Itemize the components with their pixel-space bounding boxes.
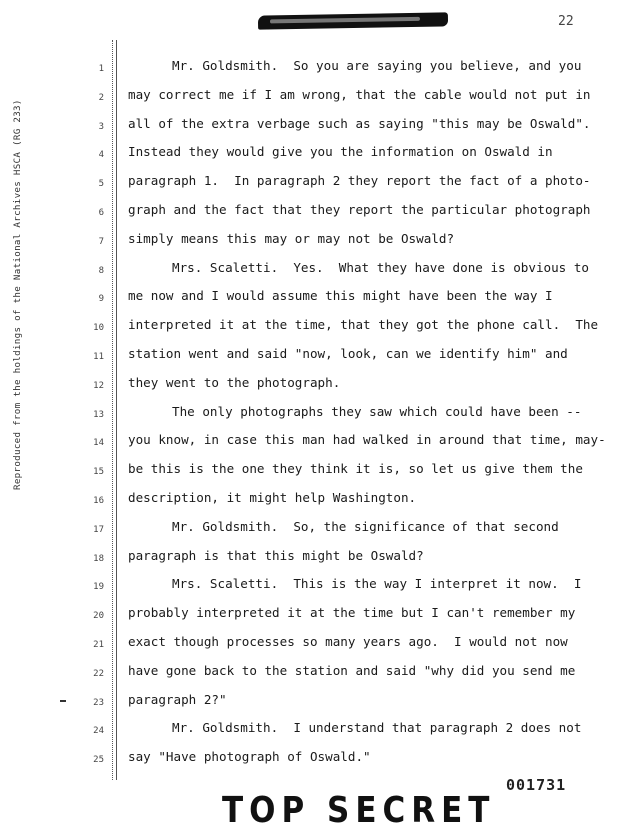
line-number: 18 bbox=[93, 553, 104, 564]
line-text: me now and I would assume this might have been the way I bbox=[128, 288, 553, 304]
line-number: 17 bbox=[93, 524, 104, 535]
transcript-line bbox=[0, 404, 638, 433]
transcript-line bbox=[0, 461, 638, 490]
line-number: 9 bbox=[98, 294, 104, 305]
archive-notice-text: Reproduced from the holdings of the National Archives HSCA (RG 233) bbox=[12, 99, 23, 490]
transcript-line bbox=[0, 576, 638, 605]
line-text: paragraph 1. In paragraph 2 they report the fact of a photo- bbox=[128, 173, 591, 189]
transcript-line bbox=[0, 231, 638, 260]
transcript-line bbox=[0, 432, 638, 461]
line-number: 13 bbox=[93, 409, 104, 420]
line-number: 15 bbox=[93, 467, 104, 478]
line-number: 6 bbox=[98, 208, 104, 218]
transcript-line bbox=[0, 202, 638, 231]
line-text: they went to the photograph. bbox=[128, 374, 341, 390]
transcript-line bbox=[0, 288, 638, 317]
line-text: say "Have photograph of Oswald." bbox=[128, 749, 371, 765]
line-number: 5 bbox=[98, 179, 104, 190]
classification-stamp: TOP SECRET bbox=[222, 790, 496, 831]
line-text: description, it might help Washington. bbox=[128, 490, 417, 505]
transcript-line bbox=[0, 692, 638, 721]
line-number: 21 bbox=[93, 640, 104, 650]
line-text: Mr. Goldsmith. So you are saying you believe, and you bbox=[172, 58, 582, 73]
transcript-line bbox=[0, 260, 638, 289]
line-text: paragraph is that this might be Oswald? bbox=[128, 547, 424, 563]
transcript-line bbox=[0, 58, 638, 87]
transcript-line bbox=[0, 663, 638, 692]
transcript-line bbox=[0, 144, 638, 173]
transcript-line bbox=[0, 116, 638, 145]
line-text: may correct me if I am wrong, that the cable would not put in bbox=[128, 86, 591, 102]
line-text: Mrs. Scaletti. Yes. What they have done is obvious to bbox=[172, 259, 590, 275]
line-number: 10 bbox=[93, 323, 104, 334]
document-number: 001731 bbox=[506, 776, 567, 794]
transcript-line bbox=[0, 720, 638, 749]
line-number: 3 bbox=[98, 121, 104, 132]
transcript-line bbox=[0, 375, 638, 404]
transcript-line bbox=[0, 490, 638, 519]
line-number: 2 bbox=[98, 92, 104, 103]
transcript-line bbox=[0, 605, 638, 634]
line-text: interpreted it at the time, that they got the phone call. The bbox=[128, 317, 599, 333]
redaction-mark bbox=[258, 12, 448, 29]
line-text: Instead they would give you the information on Oswald in bbox=[128, 144, 553, 160]
transcript-line bbox=[0, 87, 638, 116]
line-text: Mr. Goldsmith. So, the significance of that second bbox=[172, 518, 559, 534]
line-text: Mrs. Scaletti. This is the way I interpret it now. I bbox=[172, 576, 582, 592]
transcript-line bbox=[0, 173, 638, 202]
line-number: 22 bbox=[93, 668, 104, 679]
transcript-line bbox=[0, 346, 638, 375]
transcript-line bbox=[0, 519, 638, 548]
line-text: have gone back to the station and said "why did you send me bbox=[128, 662, 576, 678]
line-text: probably interpreted it at the time but I can't remember my bbox=[128, 605, 576, 621]
line-text: Mr. Goldsmith. I understand that paragraph 2 does not bbox=[172, 720, 582, 736]
transcript-line bbox=[0, 634, 638, 663]
line-text: all of the extra verbage such as saying "this may be Oswald". bbox=[128, 115, 591, 131]
page-number: 22 bbox=[558, 14, 574, 29]
line-text: exact though processes so many years ago. I would not now bbox=[128, 634, 568, 649]
line-number: 24 bbox=[93, 726, 104, 737]
line-text: The only photographs they saw which could have been -- bbox=[172, 403, 582, 419]
line-number: 12 bbox=[93, 380, 104, 391]
line-text: simply means this may or may not be Oswald? bbox=[128, 230, 455, 246]
line-number: 1 bbox=[98, 64, 104, 74]
line-number: 20 bbox=[93, 611, 104, 622]
transcript-line bbox=[0, 749, 638, 778]
transcript-line bbox=[0, 548, 638, 577]
line-text: be this is the one they think it is, so let us give them the bbox=[128, 461, 583, 477]
line-number: 11 bbox=[93, 352, 104, 362]
line-number: 4 bbox=[98, 150, 104, 161]
line-number: 25 bbox=[93, 755, 104, 766]
margin-tick bbox=[60, 700, 66, 702]
line-text: station went and said "now, look, can we identify him" and bbox=[128, 346, 568, 361]
line-number: 14 bbox=[93, 438, 104, 449]
line-number: 16 bbox=[93, 496, 104, 506]
transcript-line bbox=[0, 317, 638, 346]
line-text: paragraph 2?" bbox=[128, 691, 227, 707]
line-text: you know, in case this man had walked in around that time, may- bbox=[128, 432, 606, 448]
line-number: 23 bbox=[93, 697, 104, 708]
line-text: graph and the fact that they report the particular photograph bbox=[128, 202, 591, 217]
line-number: 8 bbox=[98, 265, 104, 276]
line-number: 7 bbox=[98, 236, 104, 247]
line-number: 19 bbox=[93, 582, 104, 593]
